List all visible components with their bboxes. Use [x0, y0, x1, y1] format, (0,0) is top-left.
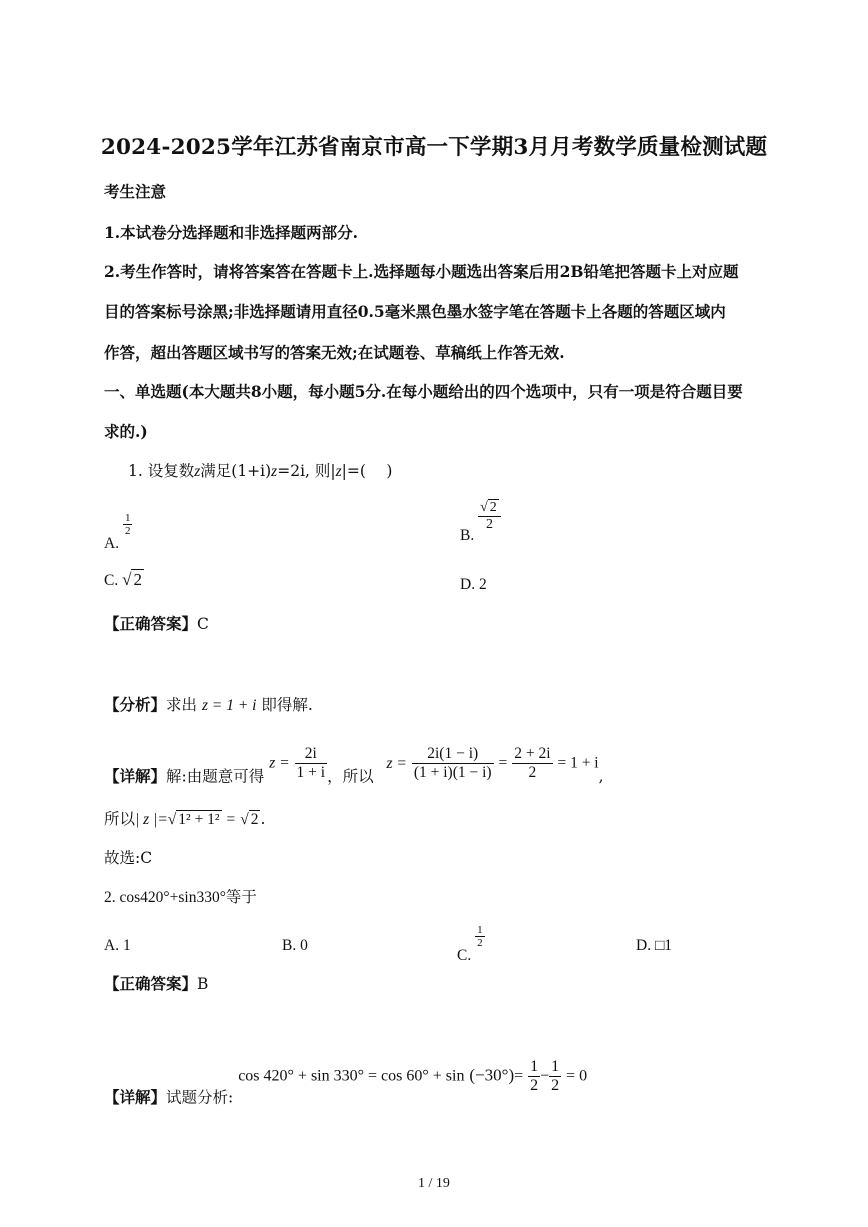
q1-detail-z2: z = [386, 754, 407, 772]
q1-modulus-rad2: 2 [250, 811, 259, 828]
page-number: 1 / 19 [418, 1176, 450, 1191]
q1-detail-frac2-num: 2i(1 − i) [427, 745, 479, 762]
q2-option-c-fraction [475, 924, 485, 949]
q1-option-b-label: B. [460, 527, 475, 545]
q1-analysis-a: 求出 [166, 696, 198, 714]
q1-detail-eq: = [498, 754, 508, 772]
q1-option-b [460, 500, 501, 545]
q1-stem-d: |=( ) [341, 462, 393, 480]
q1-stem [128, 459, 392, 481]
q1-detail-z1: z = [269, 754, 290, 772]
q2-option-b: B. 0 [282, 937, 308, 954]
q2-option-c-den: 2 [477, 937, 483, 949]
q1-modulus-b: | z |= [135, 811, 168, 828]
q2-detail-frac1-den: 2 [530, 1077, 539, 1094]
q2-detail-frac2 [549, 1058, 561, 1095]
q1-choose: 故选:C [104, 849, 153, 867]
section-heading-line2: 求的.) [104, 422, 148, 441]
q1-detail-comma: , [598, 767, 604, 786]
q1-detail-frac1-num: 2i [304, 745, 317, 762]
q1-modulus-eq: = [226, 811, 236, 828]
q2-detail-minus: − [540, 1067, 550, 1085]
q1-answer [104, 612, 209, 634]
q1-option-c-label: C. [104, 572, 119, 589]
q1-option-a-label: A. [104, 535, 120, 552]
q2-option-c [457, 924, 485, 965]
q1-option-b-rad: 2 [489, 500, 497, 515]
q1-detail-frac3-den: 2 [512, 763, 552, 782]
q1-detail-frac3-num: 2 + 2i [514, 745, 551, 762]
q2-detail [104, 1058, 588, 1107]
notice-item-3: 目的答案标号涂黑;非选择题请用直径0.5毫米黑色墨水签字笔在答题卡上各题的答题区域内 [104, 302, 726, 321]
q2-answer-label: 【正确答案】 [104, 974, 198, 993]
q1-detail-frac2-den: (1 + i)(1 − i) [413, 764, 492, 781]
q1-var-z: z [194, 463, 201, 480]
q1-analysis-expr: z = 1 + i [201, 697, 257, 714]
q1-detail-frac3 [512, 745, 552, 782]
q2-stem: 2. cos420°+sin330°等于 [104, 889, 257, 906]
q1-detail [104, 745, 604, 785]
q2-detail-label: 【详解】 [104, 1087, 167, 1107]
q1-modulus [104, 807, 265, 829]
q1-answer-value: C [197, 615, 209, 633]
q2-detail-frac1-num: 1 [530, 1058, 539, 1075]
q1-option-b-sqrt: √ 2 [480, 500, 497, 515]
q1-detail-b: ，所以 [327, 767, 374, 786]
q2-detail-expr-a: cos 420° + sin 330° = cos 60° + sin [238, 1067, 465, 1085]
q1-option-a-den: 2 [124, 525, 131, 537]
q1-option-d: D. 2 [460, 576, 487, 593]
q1-modulus-end: . [260, 810, 266, 828]
q1-detail-frac1-den: 1 + i [296, 764, 326, 781]
notice-item-2: 2.考生作答时，请将答案答在答题卡上.选择题每小题选出答案后用2B铅笔把答题卡上对应题 [104, 262, 739, 281]
section-heading-line1: 一、单选题(本大题共8小题，每小题5分.在每小题给出的四个选项中，只有一项是符合题目要 [104, 382, 743, 401]
q1-option-c-rad: 2 [133, 570, 142, 589]
q1-detail-frac2 [412, 745, 494, 782]
q1-detail-result: = 1 + i [557, 754, 599, 772]
q1-modulus-sqrt2: √ 2 [240, 811, 259, 828]
q2-detail-frac2-den: 2 [551, 1077, 560, 1094]
q2-option-d: D. □1 [636, 937, 673, 954]
q1-stem-b: 满足(1+i) [200, 462, 272, 480]
notice-item-4: 作答，超出答题区域书写的答案无效;在试题卷、草稿纸上作答无效. [104, 343, 565, 362]
q2-detail-expr-end: = 0 [566, 1067, 588, 1085]
q1-detail-frac1 [295, 745, 328, 782]
q2-answer-value: B [197, 975, 209, 993]
q1-modulus-rad: 1² + 1² [178, 811, 220, 828]
q2-detail-frac1 [528, 1058, 540, 1095]
q2-option-a: A. 1 [104, 937, 131, 954]
q1-var-z-3: z [335, 463, 342, 480]
notice-item-1: 1.本试卷分选择题和非选择题两部分. [104, 223, 359, 242]
q2-detail-expr-eq: = [514, 1067, 524, 1085]
q2-answer [104, 972, 208, 994]
q2-detail-frac2-num: 1 [551, 1058, 560, 1075]
q2-detail-a: 试题分析: [166, 1088, 234, 1107]
q1-option-a [104, 512, 132, 553]
q1-modulus-a: 所以 [104, 810, 136, 828]
q1-detail-a: 解:由题意可得 [166, 767, 265, 786]
q1-option-b-den: 2 [478, 516, 501, 533]
q2-detail-expr-paren: (−30°) [469, 1065, 515, 1085]
q1-option-b-fraction [478, 500, 501, 533]
q1-analysis-b: 即得解. [261, 696, 313, 714]
page-title: 2024-2025学年江苏省南京市高一下学期3月月考数学质量检测试题 [100, 135, 768, 160]
q2-option-c-label: C. [457, 947, 472, 964]
q1-option-a-num: 1 [124, 512, 131, 524]
q1-stem-c: =2i, 则| [277, 462, 336, 480]
q1-stem-a: 1. 设复数 [128, 462, 195, 480]
q1-modulus-sqrt: √ 1² + 1² [167, 811, 220, 828]
q1-detail-label: 【详解】 [104, 766, 167, 786]
q1-var-z-2: z [271, 463, 278, 480]
q1-option-c [104, 570, 144, 590]
q2-option-c-num: 1 [477, 924, 483, 936]
notice-heading: 考生注意 [104, 182, 167, 201]
q1-analysis-label: 【分析】 [104, 695, 167, 714]
q1-analysis [104, 693, 313, 715]
q1-option-c-sqrt: √ 2 [122, 570, 142, 589]
q1-answer-label: 【正确答案】 [104, 614, 198, 633]
q1-option-a-fraction [123, 512, 133, 537]
